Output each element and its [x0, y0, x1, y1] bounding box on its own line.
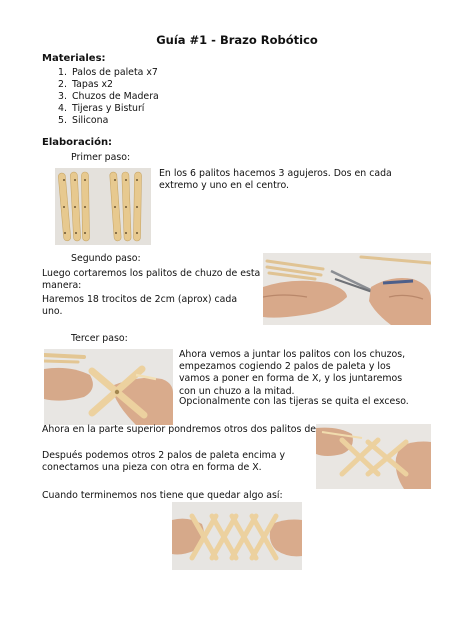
step2-text2: Haremos 18 trocitos de 2cm (aprox) cada uno. — [42, 294, 238, 318]
finished-arm-photo — [172, 502, 302, 570]
joining-sticks-photo — [44, 349, 173, 425]
x-pieces-photo — [316, 424, 431, 489]
step3-text5: Cuando terminemos nos tiene que quedar algo así: — [42, 490, 283, 501]
step2-label: Segundo paso: — [71, 253, 141, 264]
list-item: 3. Chuzos de Madera — [58, 91, 159, 102]
step3-text2: Opcionalmente con las tijeras se quita el exceso. — [179, 396, 409, 407]
elaboration-heading: Elaboración: — [42, 137, 113, 148]
sticks-photo — [55, 168, 151, 245]
step3-label: Tercer paso: — [71, 333, 128, 344]
step1-text: En los 6 palitos hacemos 3 agujeros. Dos en cada extremo y uno en el centro. — [159, 168, 392, 192]
step2-text1: Luego cortaremos los palitos de chuzo de esta manera: — [42, 268, 261, 292]
materials-heading: Materiales: — [42, 53, 106, 64]
list-item: 2. Tapas x2 — [58, 79, 113, 90]
step1-label: Primer paso: — [71, 152, 131, 163]
step3-text4: Después podemos otros 2 palos de paleta encima y conectamos una pieza con otra en forma de X. — [42, 450, 286, 474]
step3-text1: Ahora vemos a juntar los palitos con los chuzos, empezamos cogiendo 2 palos de paleta y los vamos a poner en forma de X, y los juntaremos con un chuzo a la mitad. — [179, 349, 406, 397]
cutting-skewers-photo — [263, 253, 431, 325]
document-title: Guía #1 - Brazo Robótico — [156, 33, 318, 47]
list-item: 5. Silicona — [58, 115, 109, 126]
list-item: 1. Palos de paleta x7 — [58, 67, 158, 78]
materials-list — [58, 67, 258, 127]
list-item: 4. Tijeras y Bisturí — [58, 103, 145, 114]
step3-text3: Ahora en la parte superior pondremos otros dos palitos de — [42, 424, 317, 435]
